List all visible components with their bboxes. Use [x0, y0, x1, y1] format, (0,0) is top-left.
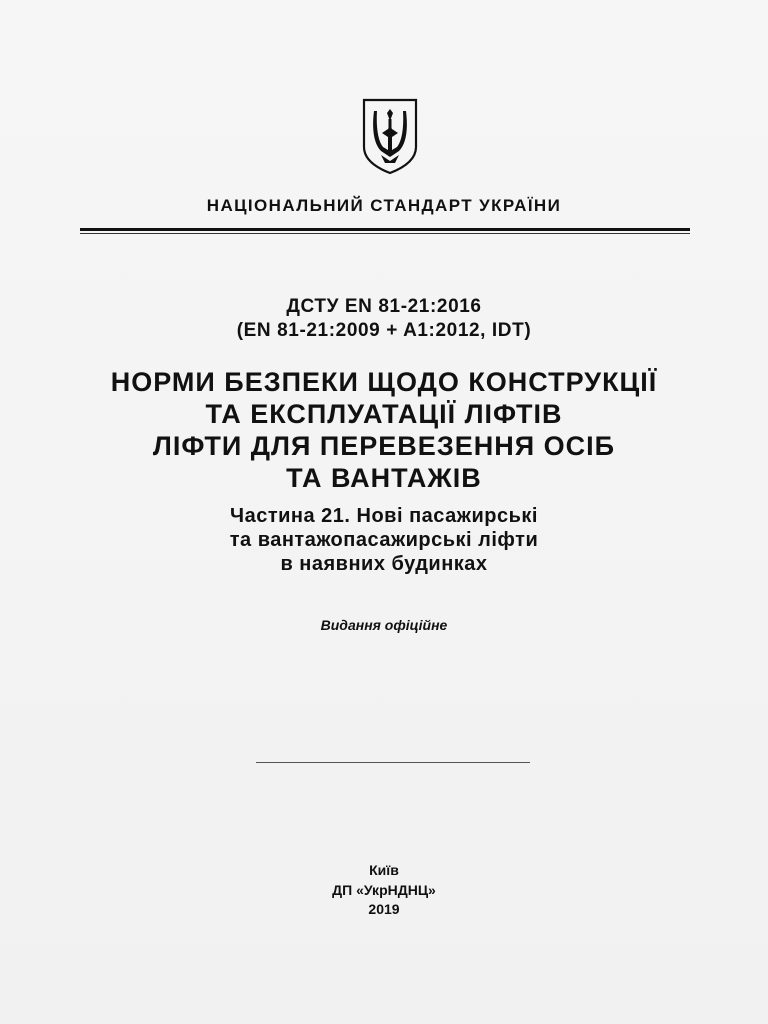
national-standard-heading: НАЦІОНАЛЬНИЙ СТАНДАРТ УКРАЇНИ	[206, 196, 562, 215]
part-line-1: Частина 21. Нові пасажирські	[230, 505, 538, 527]
standard-code: ДСТУ EN 81-21:2016	[286, 296, 482, 317]
imprint-publisher: ДП «УкрНДНЦ»	[332, 882, 436, 898]
standard-reference: (EN 81-21:2009 + A1:2012, IDT)	[236, 320, 532, 341]
title-line-2: ТА ЕКСПЛУАТАЦІЇ ЛІФТІВ	[205, 399, 563, 429]
title-line-3: ЛІФТИ ДЛЯ ПЕРЕВЕЗЕННЯ ОСІБ	[152, 431, 616, 461]
imprint-year: 2019	[368, 901, 400, 917]
header-divider	[80, 228, 690, 234]
separator-line	[256, 762, 530, 763]
ukraine-trident-icon	[361, 97, 419, 175]
part-line-3: в наявних будинках	[280, 553, 488, 575]
part-line-2: та вантажопасажирські ліфти	[229, 529, 539, 551]
imprint-city: Київ	[369, 862, 399, 878]
title-line-4: ТА ВАНТАЖІВ	[286, 463, 482, 493]
title-line-1: НОРМИ БЕЗПЕКИ ЩОДО КОНСТРУКЦІЇ	[110, 367, 658, 397]
edition-label: Видання офіційне	[320, 617, 448, 633]
